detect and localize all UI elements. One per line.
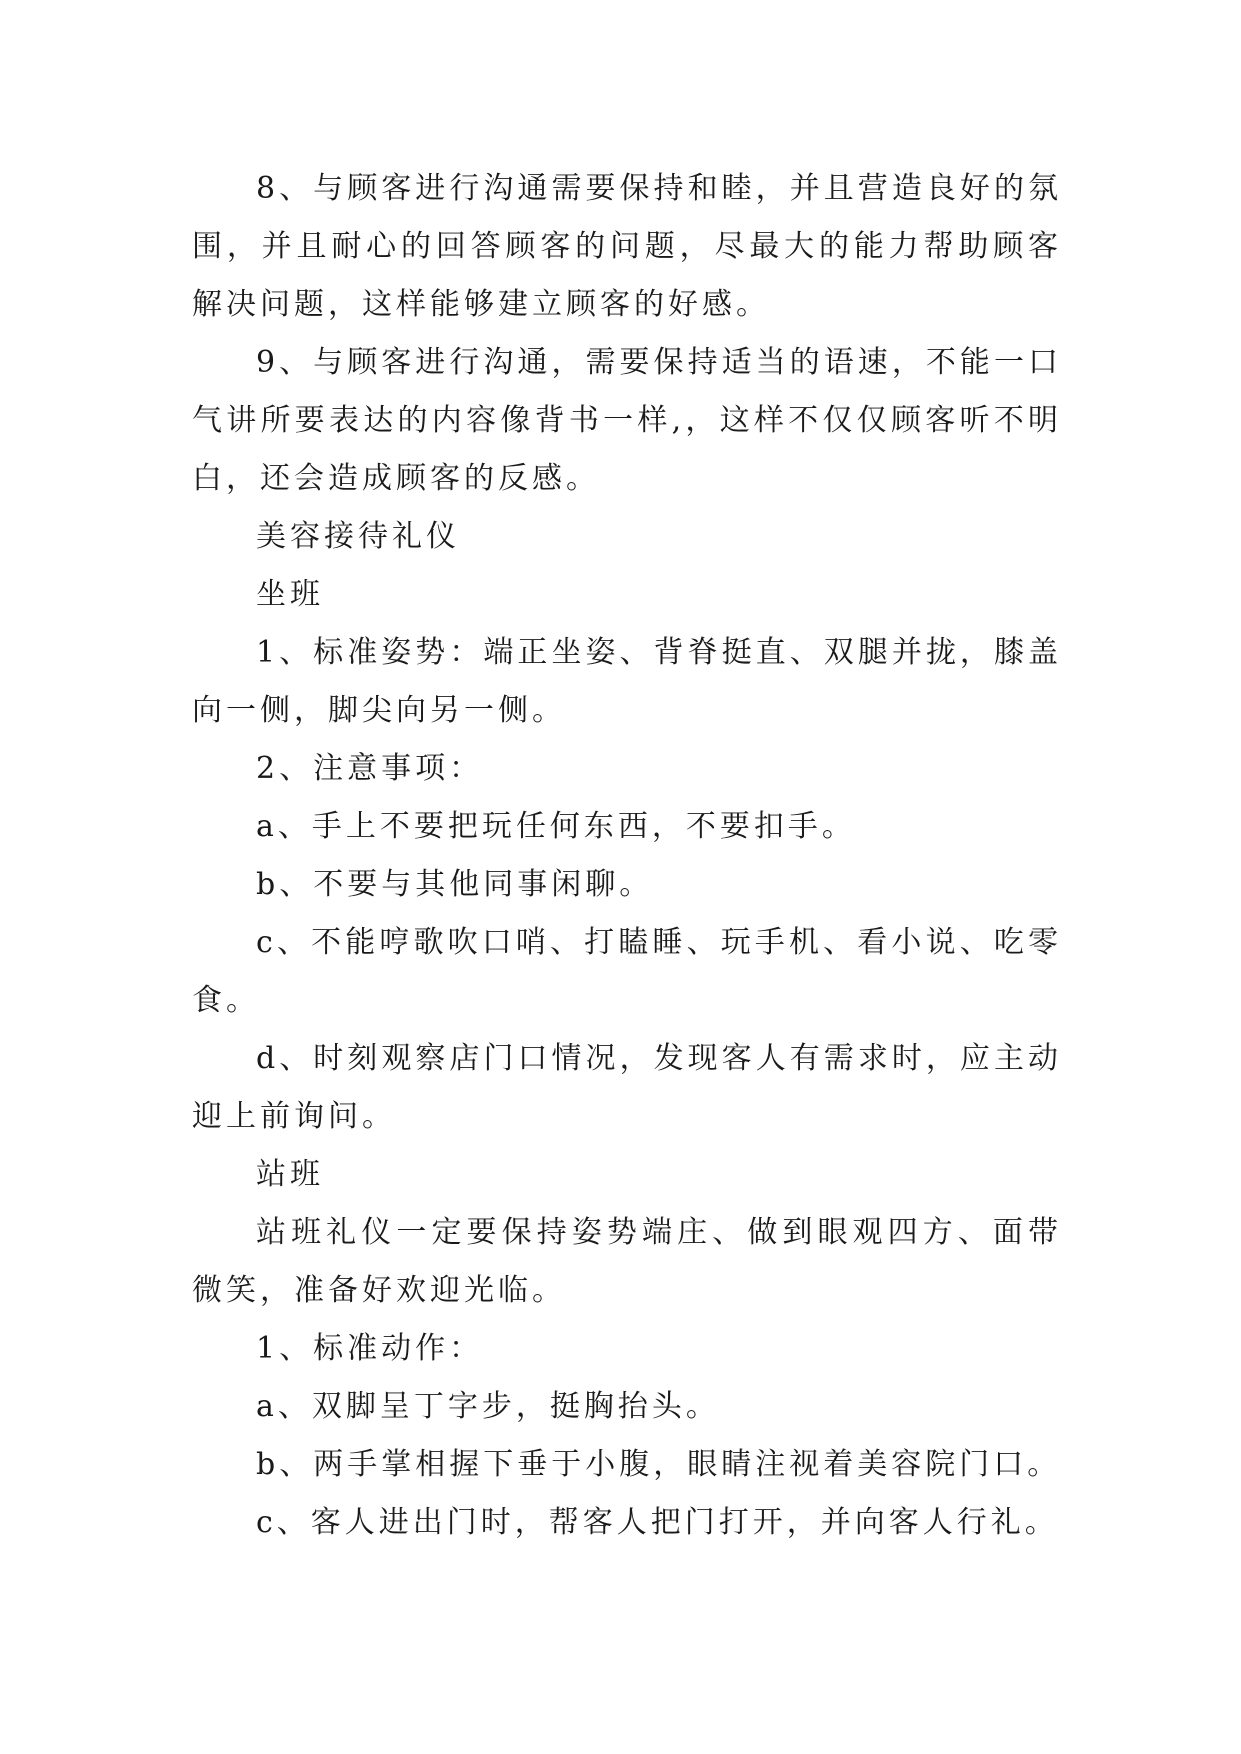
paragraph-standing-etiquette: 站班礼仪一定要保持姿势端庄、做到眼观四方、面带微笑，准备好欢迎光临。 xyxy=(192,1215,1062,1308)
subheading-sitting-shift: 坐班 xyxy=(256,577,324,612)
list-item-b-standing: b、两手掌相握下垂于小腹，眼睛注视着美容院门口。 xyxy=(256,1447,1062,1482)
document-page xyxy=(192,160,1062,1552)
list-item-a-standing: a、双脚呈丁字步，挺胸抬头。 xyxy=(256,1389,720,1424)
subheading-standing-shift: 站班 xyxy=(256,1157,324,1192)
list-item-d: d、时刻观察店门口情况，发现客人有需求时，应主动迎上前询问。 xyxy=(192,1041,1062,1134)
section-heading-reception-etiquette: 美容接待礼仪 xyxy=(256,519,460,554)
list-item-b: b、不要与其他同事闲聊。 xyxy=(256,867,654,902)
list-item-c: c、不能哼歌吹口哨、打瞌睡、玩手机、看小说、吃零食。 xyxy=(192,925,1062,1018)
list-item-c-standing: c、客人进出门时，帮客人把门打开，并向客人行礼。 xyxy=(256,1505,1059,1540)
paragraph-precautions: 2、注意事项： xyxy=(256,751,484,786)
paragraph-standard-posture: 1、标准姿势：端正坐姿、背脊挺直、双腿并拢，膝盖向一侧，脚尖向另一侧。 xyxy=(192,635,1062,728)
paragraph-standard-actions: 1、标准动作： xyxy=(256,1331,484,1366)
list-item-a: a、手上不要把玩任何东西，不要扣手。 xyxy=(256,809,856,844)
paragraph-item-8: 8、与顾客进行沟通需要保持和睦，并且营造良好的氛围，并且耐心的回答顾客的问题，尽最大的能力帮助顾客解决问题，这样能够建立顾客的好感。 xyxy=(192,171,1062,322)
paragraph-item-9: 9、与顾客进行沟通，需要保持适当的语速，不能一口气讲所要表达的内容像背书一样,，这样不仅仅顾客听不明白，还会造成顾客的反感。 xyxy=(192,345,1062,496)
